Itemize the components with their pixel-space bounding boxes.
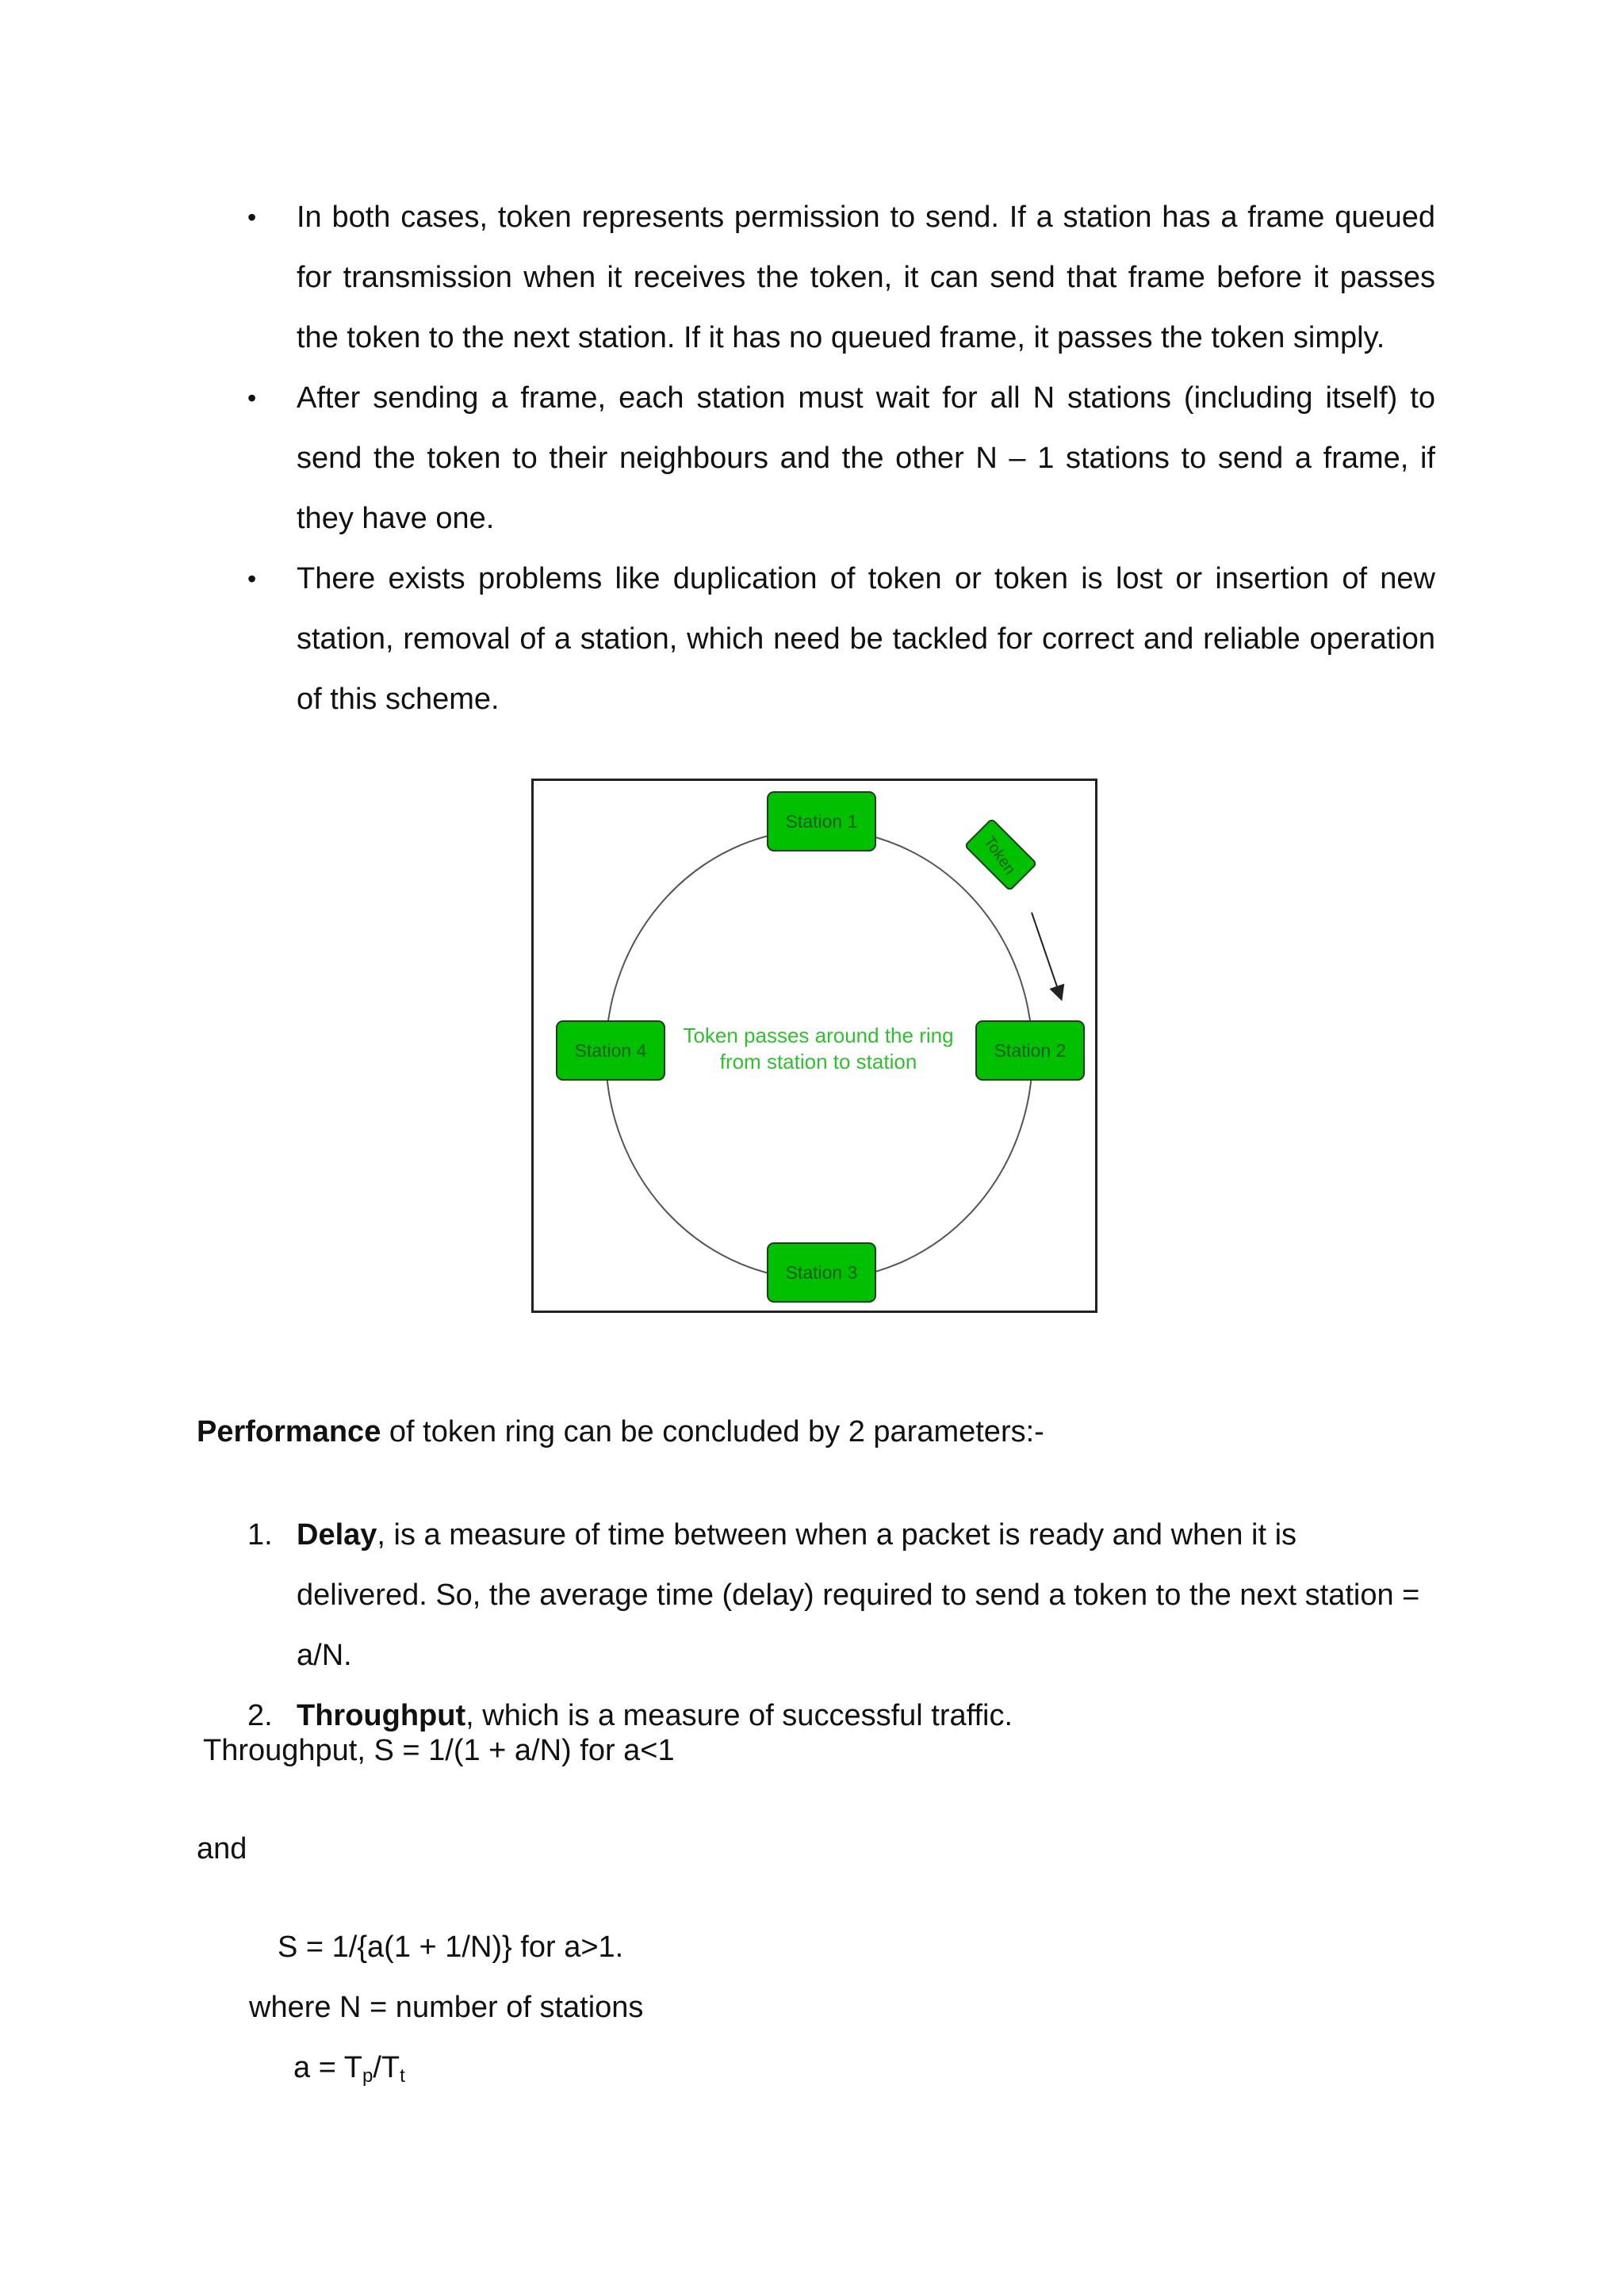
list-number: 2.	[247, 1699, 273, 1732]
token-arrow	[1032, 913, 1061, 998]
list-number: 1.	[247, 1518, 273, 1552]
a-definition	[293, 2045, 405, 2099]
parameter-text: , is a measure of time between when a packet is ready and when it is delivered. So, the average time (delay) required to send a token to the next station = a/N.	[297, 1518, 1420, 1672]
parameter-name: Throughput	[297, 1699, 466, 1732]
parameter-item	[247, 1505, 1435, 1686]
token-ring-svg	[534, 781, 1095, 1311]
and-text: and	[197, 1832, 247, 1866]
where-text: where N = number of stations	[249, 1991, 644, 2024]
bullet-text: There exists problems like duplication of token or token is lost or insertion of new station, removal of a station, which need be tackled for correct and reliable operation of this scheme.	[297, 562, 1435, 716]
station-2-label: Station 2	[994, 1040, 1067, 1061]
station-4-label: Station 4	[574, 1040, 647, 1061]
throughput-formula-high: S = 1/{a(1 + 1/N)} for a>1.	[278, 1931, 624, 1964]
bullet-item	[247, 368, 1435, 549]
station-3	[768, 1243, 875, 1302]
station-4	[557, 1021, 665, 1080]
a-def-sub-p: p	[362, 2065, 373, 2087]
parameter-name: Delay	[297, 1518, 377, 1552]
bullet-icon: •	[247, 203, 257, 232]
performance-heading: Performance	[197, 1415, 381, 1448]
a-def-mid: /T	[373, 2051, 400, 2084]
bullet-text: In both cases, token represents permission to send. If a station has a frame queued for transmission when it receives the token, it can send that frame before it passes the token to the next station. If it has no queued frame, it passes the token simply.	[297, 201, 1435, 354]
parameter-list	[247, 1505, 1435, 1746]
token-label: Token	[980, 832, 1019, 878]
bullet-list	[247, 187, 1435, 729]
diagram-caption-line-2: from station to station	[719, 1050, 917, 1073]
throughput-formula-low: Throughput, S = 1/(1 + a/N) for a<1	[203, 1734, 675, 1767]
performance-paragraph	[197, 1410, 1044, 1454]
bullet-icon: •	[247, 564, 257, 593]
a-def-prefix: a = T	[293, 2051, 362, 2084]
bullet-icon: •	[247, 384, 257, 412]
bullet-item	[247, 187, 1435, 368]
station-3-label: Station 3	[785, 1262, 858, 1283]
bullet-item	[247, 549, 1435, 729]
station-1-label: Station 1	[785, 811, 858, 832]
parameter-text: , which is a measure of successful traffic.	[465, 1699, 1013, 1732]
station-1	[768, 792, 875, 851]
token-box	[965, 819, 1037, 891]
station-2	[976, 1021, 1084, 1080]
token-ring-diagram	[531, 779, 1097, 1313]
diagram-caption-line-1: Token passes around the ring	[683, 1024, 954, 1047]
a-def-sub-t: t	[400, 2065, 405, 2087]
bullet-text: After sending a frame, each station must wait for all N stations (including itself) to send the token to their neighbours and the other N – 1 stations to send a frame, if they have one.	[297, 381, 1435, 535]
performance-text: of token ring can be concluded by 2 parameters:-	[381, 1415, 1044, 1448]
